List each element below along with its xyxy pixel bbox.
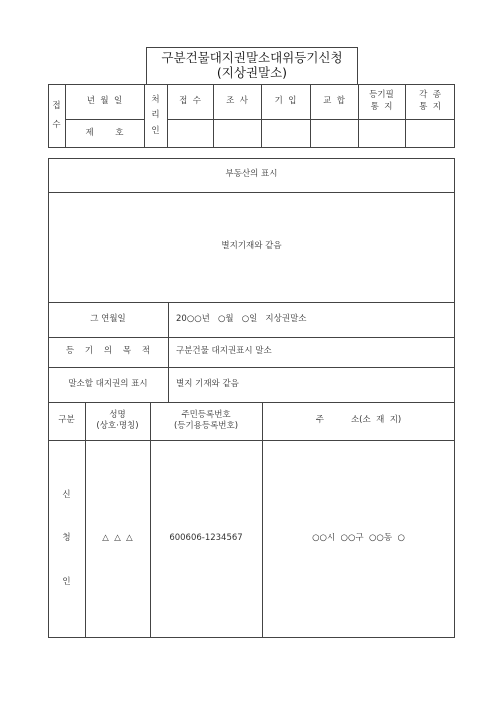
applicant-char-2: 청 xyxy=(62,533,71,544)
applicant-char-3: 인 xyxy=(62,576,71,587)
receipt-label-bottom: 수 xyxy=(52,120,61,130)
registration-purpose-label: 등 기 의 목 적 xyxy=(65,346,151,357)
processor-char-2: 리 xyxy=(151,110,160,121)
receipt-number-label: 제 호 xyxy=(85,127,124,138)
receipt-label-top: 접 xyxy=(52,100,61,111)
applicant-char-1: 신 xyxy=(62,489,71,500)
applicant-name: △ △ △ xyxy=(102,533,133,544)
stage-receipt: 접 수 xyxy=(179,95,201,106)
property-header: 부동산의 표시 xyxy=(225,169,278,180)
receipt-label xyxy=(48,84,65,148)
cause-date-label: 그 연월일 xyxy=(90,313,126,324)
stage-completion-notice: 등기필 통 지 xyxy=(369,90,394,112)
applicant-id-header: 주민등록번호 (등기용등록번호) xyxy=(173,409,239,431)
cause-date-value: 20○○년 ○월 ○일 지상권말소 xyxy=(176,313,307,324)
title-line-1: 구분건물대지권말소대위등기신청 xyxy=(161,50,343,66)
land-right-value: 별지 기재와 같음 xyxy=(176,378,239,389)
applicant-name-header: 성명 (상호·명칭) xyxy=(96,409,139,431)
stage-verify: 교 합 xyxy=(323,95,345,106)
stage-entry: 기 입 xyxy=(274,95,297,106)
applicant-id-number: 600606-1234567 xyxy=(169,533,243,544)
stage-row-divider xyxy=(167,119,455,120)
receipt-date-label: 년 월 일 xyxy=(86,95,123,106)
stage-review: 조 사 xyxy=(226,95,248,106)
stage-misc-notice: 각 종 통 지 xyxy=(419,90,441,112)
applicant-address: ○○시 ○○구 ○○동 ○ xyxy=(312,533,405,544)
registration-purpose-value: 구분건물 대지권표시 말소 xyxy=(176,346,272,357)
applicant-address-header: 주 소(소 재 지) xyxy=(315,415,402,426)
property-description: 별지기재와 같음 xyxy=(221,241,282,252)
processor-label xyxy=(144,84,167,148)
applicant-category xyxy=(48,440,85,638)
document-title xyxy=(146,47,358,84)
processor-char-3: 인 xyxy=(151,125,160,136)
land-right-label: 말소할 대지권의 표시 xyxy=(68,378,148,389)
applicant-category-header: 구분 xyxy=(58,415,75,426)
processor-char-1: 처 xyxy=(151,94,160,105)
title-line-2: (지상권말소) xyxy=(216,64,288,80)
